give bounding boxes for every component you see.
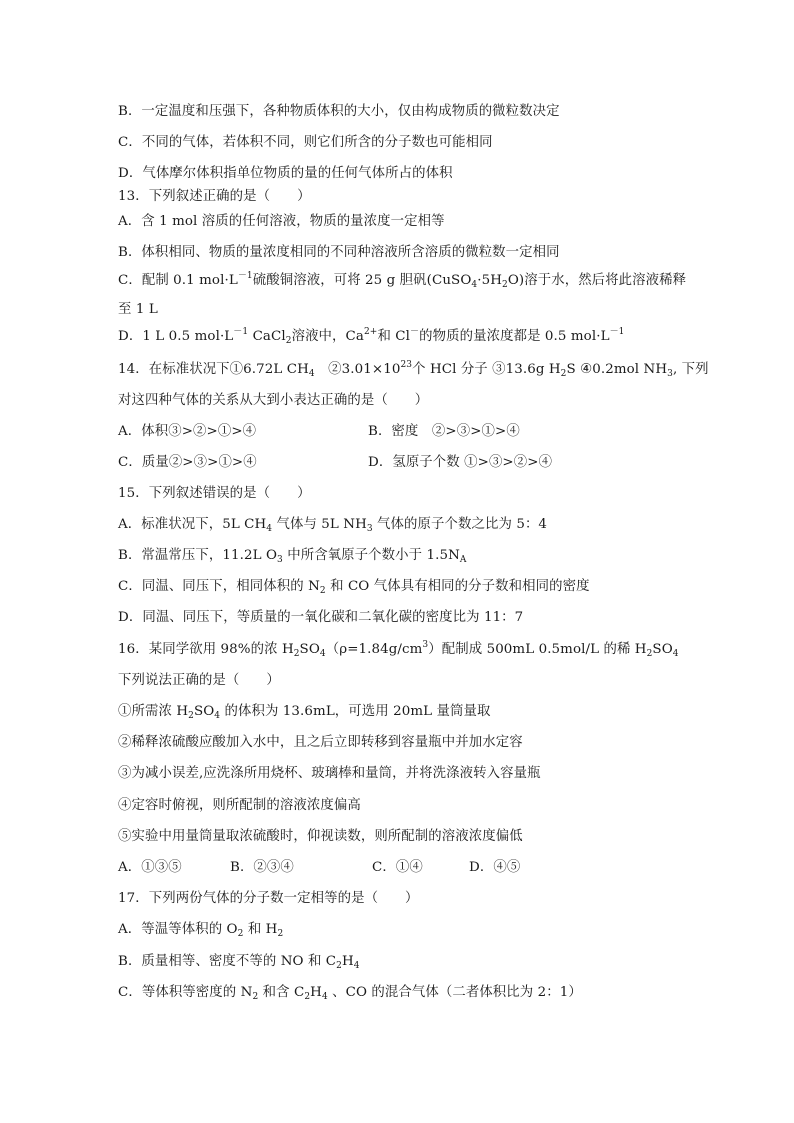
q16-option-a: A．①③⑤	[118, 860, 182, 875]
q16-option-b: B．②③④	[230, 860, 294, 875]
q14-option-d: D．氢原子个数 ①>③>②>④	[368, 455, 553, 470]
q14-option-b: B．密度 ②>③>①>④	[368, 424, 520, 439]
q15-option-c: C．同温、同压下，相同体积的 $N_2$ 和 CO 气体具有相同的分子数和相同的密度	[118, 579, 590, 596]
q13-option-c: C．配制 0.1 $mol\cdot L^{-1}$硫酸铜溶液，可将 25 g 胆矾$(CuSO_4\cdot 5H_2O)$溶于水，然后将此溶液稀释	[118, 271, 687, 290]
q14-option-c: C．质量②>③>①>④	[118, 455, 257, 470]
q17-option-b: B．质量相等、密度不等的 NO 和 $C_2H_4$	[118, 954, 360, 971]
q16-statement-5: ⑤实验中用量筒量取浓硫酸时，仰视读数，则所配制的溶液浓度偏低	[118, 829, 523, 844]
q17-stem: 17．下列两份气体的分子数一定相等的是（ ）	[118, 891, 419, 906]
q14-stem-continued: 对这四种气体的关系从大到小表达正确的是（ ）	[118, 393, 429, 408]
q17-option-a: A．等温等体积的 $O_2$ 和 $H_2$	[118, 922, 284, 939]
q16-statement-2: ②稀释浓硫酸应酸加入水中，且之后立即转移到容量瓶中并加水定容	[118, 735, 523, 750]
q16-option-c: C．①④	[372, 860, 423, 875]
q13-option-d: D．1 L 0.5 $mol\cdot L^{-1}$ CaCl$_2$溶液中，$Ca^{2+}$和 Cl－的物质的量浓度都是 0.5 $mol\cdot L^{-1}$	[118, 327, 625, 346]
q15-option-a: A．标准状况下，5L $CH_4$ 气体与 5L $NH_3$ 气体的原子个数之比为 5：4	[118, 517, 548, 534]
q16-statement-1: ①所需浓 $H_2SO_4$ 的体积为 13.6mL，可选用 20mL 量筒量取	[118, 704, 491, 721]
q12-option-c: C．不同的气体，若体积不同，则它们所含的分子数也可能相同	[118, 135, 493, 150]
q16-statement-3: ③为减小误差,应洗涤所用烧杯、玻璃棒和量筒，并将洗涤液转入容量瓶	[118, 766, 541, 781]
q13-stem: 13．下列叙述正确的是（ ）	[118, 189, 311, 204]
q16-stem: 16．某同学欲用 98%的浓 $H_2SO_4(\rho=1.84g/cm^3)$配制成 500mL 0.5mol/L 的稀 $H_2SO_4$	[118, 640, 679, 659]
q13-option-b: B．体积相同、物质的量浓度相同的不同种溶液所含溶质的微粒数一定相同	[118, 245, 560, 260]
q15-stem: 15．下列叙述错误的是（ ）	[118, 486, 311, 501]
q16-stem-continued: 下列说法正确的是（ ）	[118, 673, 280, 688]
q12-option-d: D．气体摩尔体积指单位物质的量的任何气体所占的体积	[118, 166, 453, 181]
q16-statement-4: ④定容时俯视，则所配制的溶液浓度偏高	[118, 798, 361, 813]
q14-stem: 14．在标准状况下①6.72L $CH_4$ $②3.01\times 10^{23}$个 HCl 分子 ③13.6g $H_2S$ ④0.2mol $NH_3$, 下列	[118, 360, 709, 379]
q15-option-b: B．常温常压下，11.2L $O_3$ 中所含氧原子个数小于 $1.5N_A$	[118, 548, 467, 565]
q13-option-a: A．含 1 mol 溶质的任何溶液，物质的量浓度一定相等	[118, 214, 445, 229]
q13-option-c-continued: 至 1 L	[118, 302, 158, 317]
q16-option-d: D．④⑤	[469, 860, 521, 875]
q12-option-b: B．一定温度和压强下，各种物质体积的大小，仅由构成物质的微粒数决定	[118, 104, 560, 119]
q14-option-a: A．体积③>②>①>④	[118, 424, 257, 439]
q15-option-d: D．同温、同压下，等质量的一氧化碳和二氧化碳的密度比为 11：7	[118, 610, 524, 625]
q17-option-c: C．等体积等密度的 $N_2$ 和含 $C_2H_4$ 、CO 的混合气体（二者体积比为 2：1）	[118, 985, 582, 1002]
